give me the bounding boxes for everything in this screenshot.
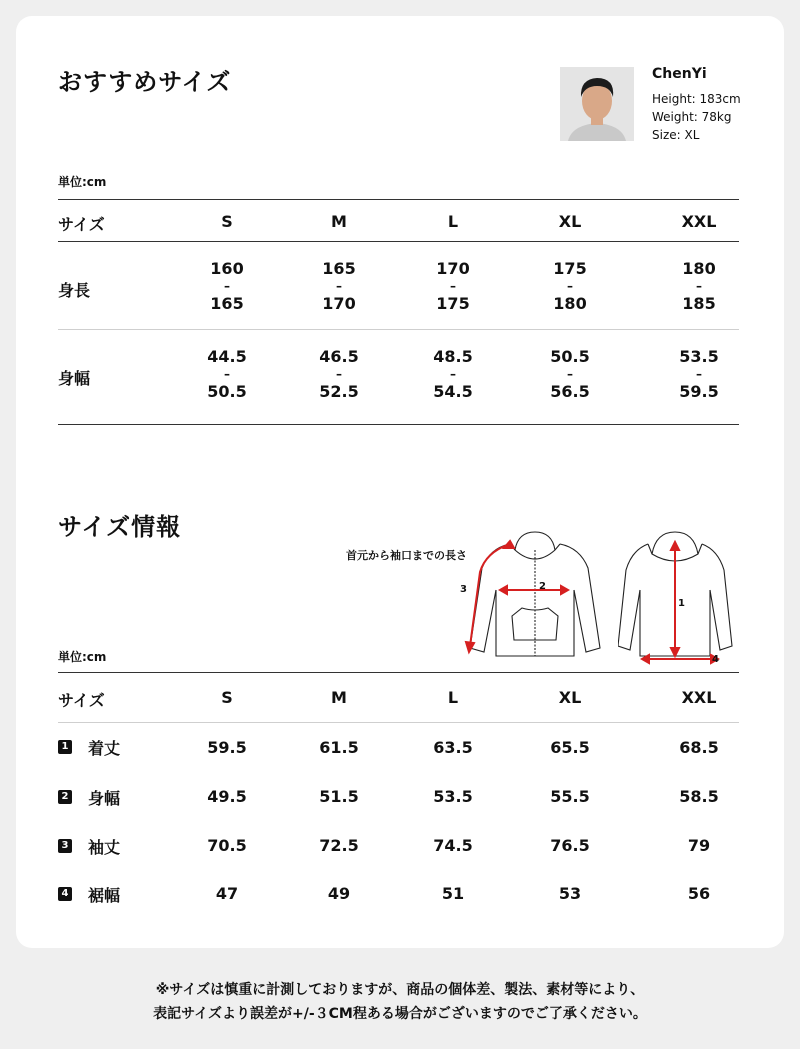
row-label-width: 身幅 <box>58 369 91 388</box>
header-size: サイズ <box>58 215 105 234</box>
table-cell: 49.5 <box>207 787 247 806</box>
table-cell: 47 <box>215 884 239 903</box>
unit-label-2: 単位:cm <box>58 650 107 664</box>
row-label-height: 身長 <box>58 281 91 300</box>
header2-xxl: XXL <box>681 688 717 707</box>
table-cell: 51.5 <box>319 787 359 806</box>
table-cell: 79 <box>687 836 711 855</box>
table-cell: 50.5 – 56.5 <box>550 347 590 401</box>
header-l: L <box>447 212 459 231</box>
header-xl: XL <box>558 212 582 231</box>
header2-m: M <box>331 688 347 707</box>
footnote-line-1: ※サイズは慎重に計測しておりますが、商品の個体差、製法、素材等により、 <box>155 982 645 998</box>
header-xxl: XXL <box>681 212 717 231</box>
table-cell: 170 – 175 <box>436 259 470 313</box>
table-cell: 65.5 <box>550 738 590 757</box>
table-cell: 70.5 <box>207 836 247 855</box>
badge-1: 1 <box>58 740 72 754</box>
table-cell: 44.5 – 50.5 <box>207 347 247 401</box>
row-label-hem: 裾幅 <box>88 886 121 905</box>
table-cell: 74.5 <box>433 836 473 855</box>
table-cell: 51 <box>441 884 465 903</box>
header-s: S <box>221 212 233 231</box>
row-divider <box>58 329 739 330</box>
footnote-line-2: 表記サイズより誤差が+/-３CM程ある場合がございますのでご了承ください。 <box>153 1006 647 1022</box>
badge-2: 2 <box>58 790 72 804</box>
table-cell: 49 <box>327 884 351 903</box>
header2-s: S <box>221 688 233 707</box>
table-cell: 165 – 170 <box>322 259 356 313</box>
table2-top-rule <box>58 672 739 673</box>
row-label-sleeve: 袖丈 <box>88 838 121 857</box>
table-cell: 53 <box>558 884 582 903</box>
header-m: M <box>331 212 347 231</box>
row-label-length: 着丈 <box>88 739 121 758</box>
table-bottom-rule <box>58 424 739 425</box>
header2-rule <box>58 722 739 723</box>
measure-arrows <box>466 541 568 652</box>
header2-xl: XL <box>558 688 582 707</box>
marker-2: 2 <box>539 581 546 592</box>
marker-4: 4 <box>712 654 719 665</box>
table-cell: 68.5 <box>679 738 719 757</box>
marker-3: 3 <box>460 584 467 595</box>
table-cell: 76.5 <box>550 836 590 855</box>
badge-4: 4 <box>58 887 72 901</box>
table-cell: 72.5 <box>319 836 359 855</box>
table-cell: 63.5 <box>433 738 473 757</box>
table-cell: 48.5 – 54.5 <box>433 347 473 401</box>
table-cell: 180 – 185 <box>682 259 716 313</box>
recommend-title: おすすめサイズ <box>58 68 232 96</box>
model-name: ChenYi <box>652 66 707 82</box>
row-label-width2: 身幅 <box>88 789 121 808</box>
table-cell: 53.5 – 59.5 <box>679 347 719 401</box>
table-cell: 61.5 <box>319 738 359 757</box>
header2-size: サイズ <box>58 691 105 710</box>
table-cell: 59.5 <box>207 738 247 757</box>
model-weight: Weight: 78kg <box>652 110 732 124</box>
table-top-rule <box>58 199 739 200</box>
badge-3: 3 <box>58 839 72 853</box>
marker-1: 1 <box>678 598 685 609</box>
table-cell: 55.5 <box>550 787 590 806</box>
table-cell: 175 – 180 <box>553 259 587 313</box>
size-card <box>16 16 784 948</box>
header2-l: L <box>447 688 459 707</box>
sizeinfo-title: サイズ情報 <box>58 513 182 541</box>
model-height: Height: 183cm <box>652 92 741 106</box>
hoodie-front-diagram <box>460 528 610 663</box>
diagram-caption: 首元から袖口までの長さ <box>346 549 467 562</box>
unit-label: 単位:cm <box>58 175 107 189</box>
hoodie-back-diagram <box>618 528 736 668</box>
model-photo <box>560 67 634 141</box>
header-rule <box>58 241 739 242</box>
table-cell: 58.5 <box>679 787 719 806</box>
table-cell: 160 – 165 <box>210 259 244 313</box>
table-cell: 46.5 – 52.5 <box>319 347 359 401</box>
table-cell: 53.5 <box>433 787 473 806</box>
model-size: Size: XL <box>652 128 700 142</box>
table-cell: 56 <box>687 884 711 903</box>
